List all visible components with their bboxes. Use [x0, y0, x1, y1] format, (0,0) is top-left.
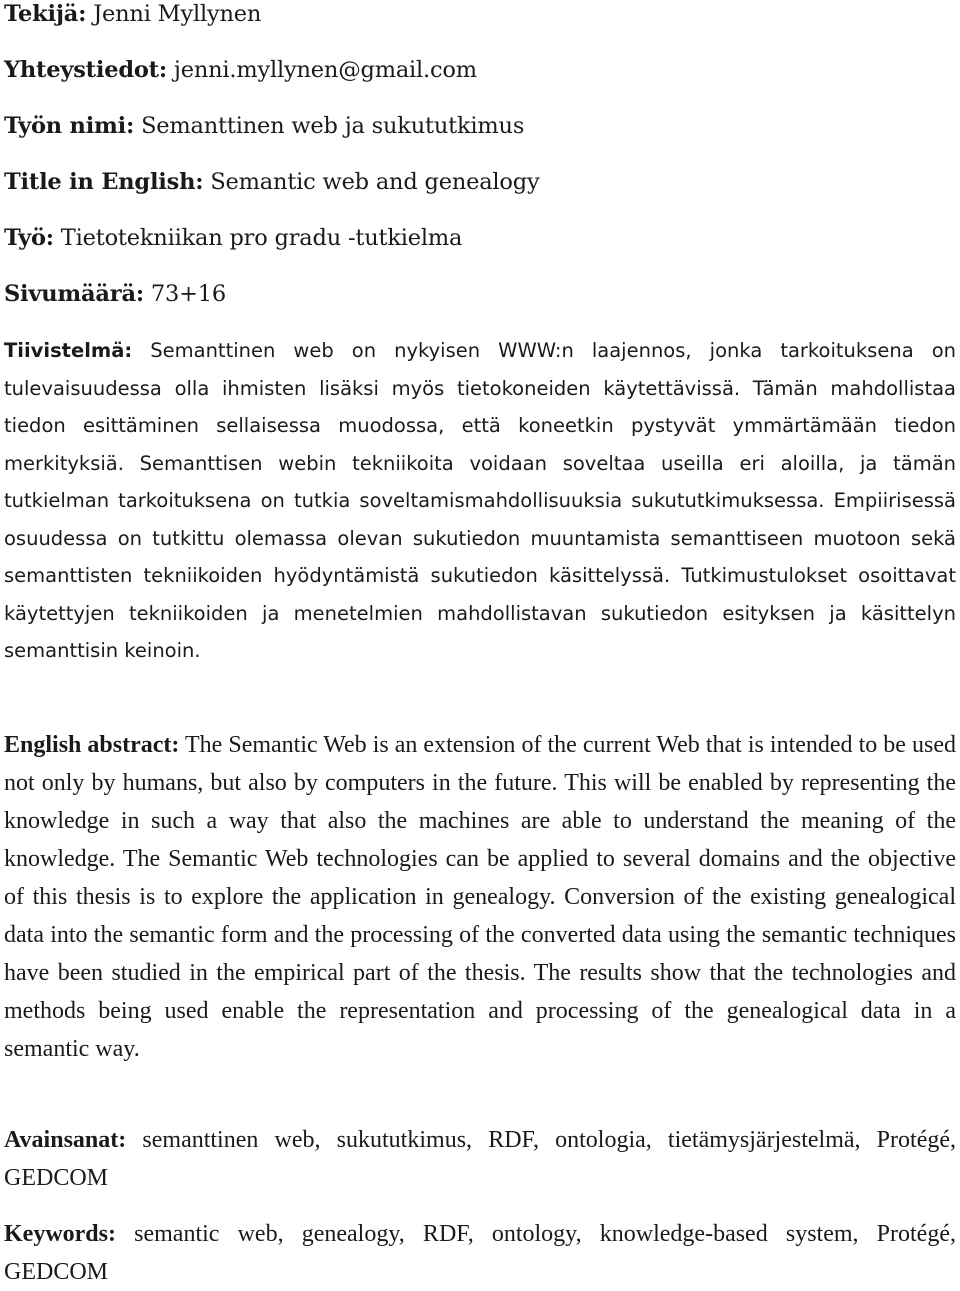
keywords-en	[4, 1215, 956, 1291]
pages-line	[4, 280, 226, 308]
title-en-line	[4, 168, 540, 196]
keywords-fi-label: Avainsanat:	[4, 1127, 127, 1153]
work-value: Tietotekniikan pro gradu -tutkielma	[53, 225, 463, 251]
pages-value: 73+16	[143, 281, 227, 307]
abstract-fi-text: Semanttinen web on nykyisen WWW:n laajennos, jonka tarkoituksena on tulevaisuudessa olla ihmisten lisäksi myös tietokoneiden käytettävissä. Tämän mahdollistaa tiedon esittäminen sellaisessa muodossa, että koneetkin pystyvät ymmärtämään tiedon merkityksiä. Semanttisen webin tekniikoita voidaan soveltaa useilla eri aloilla, ja tämän tutkielman tarkoituksena on tutkia soveltamismahdollisuuksia sukututkimuksessa. Empiirisessä osuudessa on tutkittu olemassa olevan sukutiedon muuntamista semanttiseen muotoon sekä semanttisten tekniikoiden hyödyntämistä sukutiedon käsittelyssä. Tutkimustulokset osoittavat käytettyjen tekniikoiden ja menetelmien mahdollistavan sukutiedon esityksen ja käsittelyn semanttisin keinoin.	[4, 339, 956, 662]
title-fi-label: Työn nimi:	[4, 113, 135, 139]
work-line	[4, 224, 462, 252]
keywords-fi-text: semanttinen web, sukututkimus, RDF, ontologia, tietämysjärjestelmä, Protégé, GEDCOM	[4, 1127, 956, 1191]
contact-value: jenni.myllynen@gmail.com	[166, 57, 477, 83]
abstract-fi-label: Tiivistelmä:	[4, 339, 133, 362]
abstract-en-label: English abstract:	[4, 732, 180, 758]
abstract-en-text: The Semantic Web is an extension of the current Web that is intended to be used not only by humans, but also by computers in the future. This will be enabled by representing the knowledge in such a way that also the machines are able to understand the meaning of the knowledge. The Semantic Web technologies can be applied to several domains and the objective of this thesis is to explore the application in genealogy. Conversion of the existing genealogical data into the semantic form and the processing of the converted data using the semantic techniques have been studied in the empirical part of the thesis. The results show that the technologies and methods being used enable the representation and processing of the genealogical data in a semantic way.	[4, 732, 956, 1062]
keywords-en-label: Keywords:	[4, 1221, 116, 1247]
contact-label: Yhteystiedot:	[4, 57, 167, 83]
keywords-en-text: semantic web, genealogy, RDF, ontology, knowledge-based system, Protégé, GEDCOM	[4, 1221, 956, 1285]
abstract-fi	[4, 332, 956, 670]
title-en-label: Title in English:	[4, 169, 204, 195]
title-en-value: Semantic web and genealogy	[203, 169, 540, 195]
title-fi-value: Semanttinen web ja sukututkimus	[134, 113, 525, 139]
work-label: Työ:	[4, 225, 54, 251]
author-line	[4, 0, 261, 28]
keywords-fi	[4, 1121, 956, 1197]
author-label: Tekijä:	[4, 1, 87, 27]
contact-line	[4, 56, 477, 84]
title-fi-line	[4, 112, 524, 140]
pages-label: Sivumäärä:	[4, 281, 144, 307]
abstract-en	[4, 726, 956, 1068]
author-value: Jenni Myllynen	[86, 1, 262, 27]
